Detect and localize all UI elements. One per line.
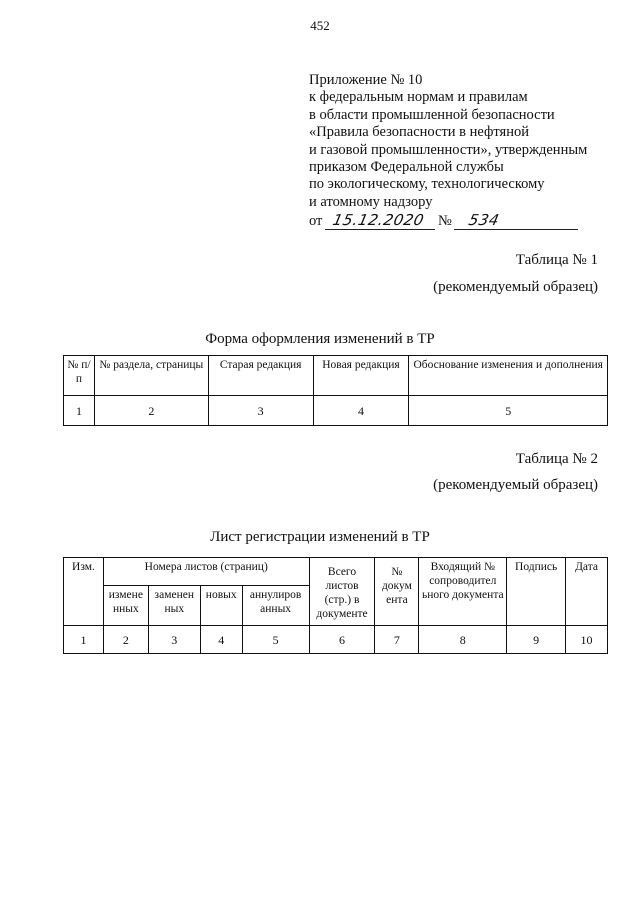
page-number: 452 [310,18,330,33]
header-cell: измене нных [103,586,148,626]
number-cell: 4 [313,396,409,426]
approval-line [309,210,609,232]
number-cell: 5 [242,626,309,654]
header-cell: Входящий № сопроводител ьного документа [419,558,507,626]
number-cell: 5 [409,396,608,426]
changes-form-table [63,355,608,426]
table1-label: Таблица № 1 [515,252,598,268]
number-cell: 1 [64,396,95,426]
table2-label: Таблица № 2 [515,451,598,467]
handwritten-date: 15.12.2020 [331,211,426,229]
header-cell: Старая редакция [208,356,313,396]
number-cell: 3 [208,396,313,426]
number-cell: 8 [419,626,507,654]
header-cell: № докум ента [375,558,419,626]
number-cell: 6 [309,626,375,654]
number-label: № [438,213,452,229]
header-cell: Новая редакция [313,356,409,396]
number-cell: 2 [103,626,148,654]
header-cell: заменен ных [148,586,200,626]
number-cell: 7 [375,626,419,654]
header-cell: Подпись [507,558,566,626]
number-cell: 2 [94,396,208,426]
number-cell: 3 [148,626,200,654]
table1-title: Форма оформления изменений в ТР [205,331,435,347]
number-cell: 1 [64,626,104,654]
number-cell: 10 [566,626,608,654]
table-row [64,396,608,426]
number-cell: 9 [507,626,566,654]
handwritten-number: 534 [467,211,502,229]
header-cell: № раздела, страницы [94,356,208,396]
header-cell: Обоснование изменения и дополнения [409,356,608,396]
table-header-row [64,356,608,396]
change-registration-table [63,557,608,654]
header-cell: Всего листов (стр.) в документе [309,558,375,626]
header-cell: новых [200,586,242,626]
table-row [64,626,608,654]
table-header-row [64,558,608,586]
number-cell: 4 [200,626,242,654]
header-cell: Дата [566,558,608,626]
from-label: от [309,213,323,229]
table1-note: (рекомендуемый образец) [433,279,598,295]
appendix-header: Приложение № 10 к федеральным нормам и правилам в области промышленной безопасности «Правила безопасности в нефтяной и газовой промышленности», утвержденным приказом Федеральной службы по экологическому, технологическому и атомному надзору [309,72,588,210]
header-cell: № п/п [64,356,95,396]
table2-title: Лист регистрации изменений в ТР [210,529,430,545]
table2-note: (рекомендуемый образец) [433,477,598,493]
header-cell: аннулиров анных [242,586,309,626]
header-cell: Изм. [64,558,104,626]
header-cell: Номера листов (страниц) [103,558,309,586]
